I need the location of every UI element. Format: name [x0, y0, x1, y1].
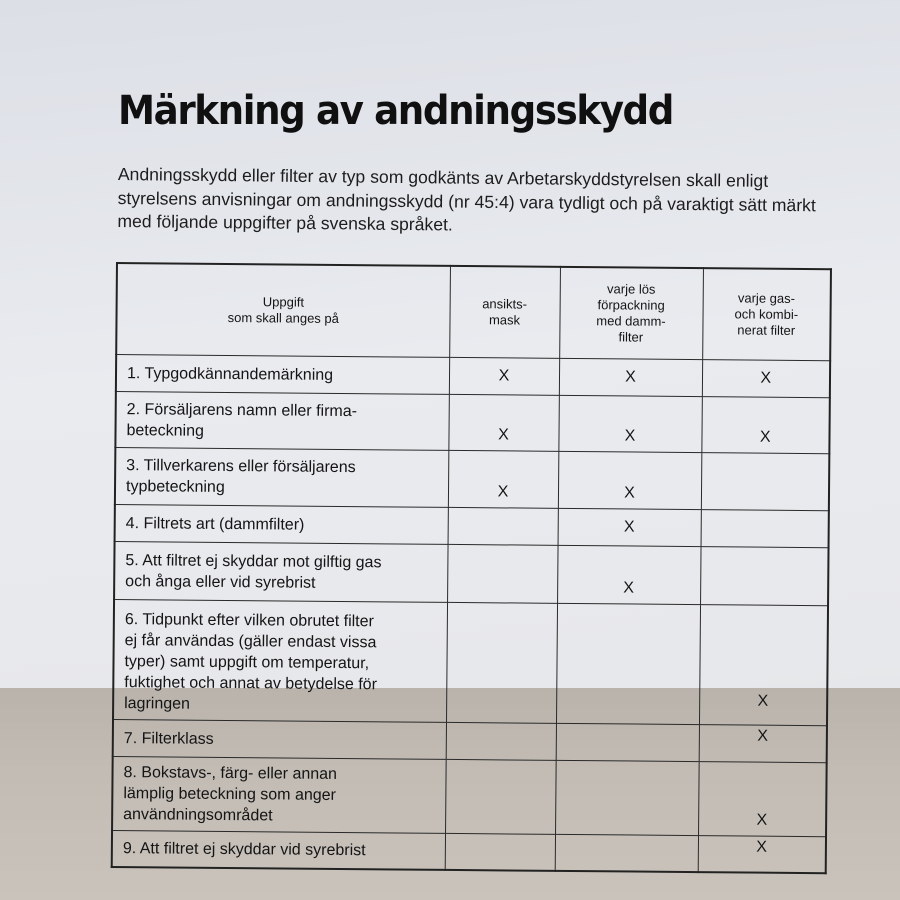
table-row: [114, 541, 828, 605]
mark-cell: [701, 510, 829, 548]
header-gas-combined-filter: varje gas- och kombi- nerat filter: [702, 268, 831, 361]
document-title: Märkning av andningsskydd: [118, 88, 674, 134]
row-task: 3. Tillverkarens eller försäljarens typbeteckning: [115, 448, 448, 508]
mark-cell: X: [702, 360, 830, 398]
marking-table-container: [111, 262, 830, 874]
header-task: Uppgift som skall anges på: [116, 263, 450, 357]
row-task: 6. Tidpunkt efter vilken obrutet filter ej får användas (gäller endast vissa typer) samt uppgift om temperatur, fuktighet och annat av betydelse för lagringen: [113, 599, 447, 722]
mark-cell: [445, 759, 556, 834]
mark-cell: [448, 507, 558, 545]
mark-cell: [556, 723, 699, 761]
mark-cell: [556, 603, 700, 724]
table-row: [115, 392, 829, 454]
mark-cell: [701, 453, 829, 511]
table-header-row: [116, 263, 831, 361]
mark-cell: [700, 547, 829, 606]
mark-cell: [446, 602, 557, 723]
row-task: 8. Bokstavs-, färg- eller annan lämplig beteckning som anger användningsområdet: [112, 756, 446, 833]
mark-cell: [555, 834, 698, 871]
header-face-mask: ansikts- mask: [449, 266, 560, 358]
table-row: [112, 756, 827, 836]
row-task: 5. Att filtret ej skyddar mot gilftig gas och ånga eller vid syrebrist: [114, 541, 447, 602]
mark-cell: X: [448, 450, 558, 508]
mark-cell: X: [698, 836, 826, 873]
table-row: [115, 448, 829, 511]
mark-cell: [555, 760, 699, 835]
intro-paragraph: Andningsskydd eller filter av typ som godkänts av Arbetarskyddstyrelsen skall enligt styrelsens anvisningar om andningsskydd (nr 45:4) vara tydligt och på varaktigt sätt märkt med följande uppgifter på svenska språket.: [117, 163, 816, 235]
row-task: 4. Filtrets art (dammfilter): [115, 504, 448, 544]
mark-cell: X: [448, 394, 558, 451]
marking-table: [111, 262, 832, 874]
table-row: [113, 719, 827, 762]
mark-cell: X: [701, 397, 829, 454]
mark-cell: X: [558, 451, 701, 509]
mark-cell: X: [699, 605, 828, 726]
mark-cell: X: [558, 395, 701, 452]
mark-cell: [446, 722, 556, 760]
table-row: [112, 830, 826, 872]
mark-cell: X: [698, 762, 827, 837]
header-dust-filter-package: varje lös förpackning med damm- filter: [559, 267, 703, 360]
table-row: [115, 504, 829, 547]
row-task: 9. Att filtret ej skyddar vid syrebrist: [112, 830, 445, 869]
mark-cell: X: [559, 358, 702, 396]
mark-cell: [447, 544, 558, 603]
mark-cell: X: [558, 508, 701, 546]
table-row: [116, 355, 830, 398]
mark-cell: X: [557, 545, 701, 604]
mark-cell: [445, 833, 555, 870]
mark-cell: X: [449, 357, 559, 395]
row-task: 7. Filterklass: [113, 719, 446, 759]
mark-cell: X: [699, 725, 827, 763]
row-task: 2. Försäljarens namn eller firma- beteckning: [115, 392, 448, 451]
table-row: [113, 599, 828, 725]
row-task: 1. Typgodkännandemärkning: [116, 355, 449, 395]
